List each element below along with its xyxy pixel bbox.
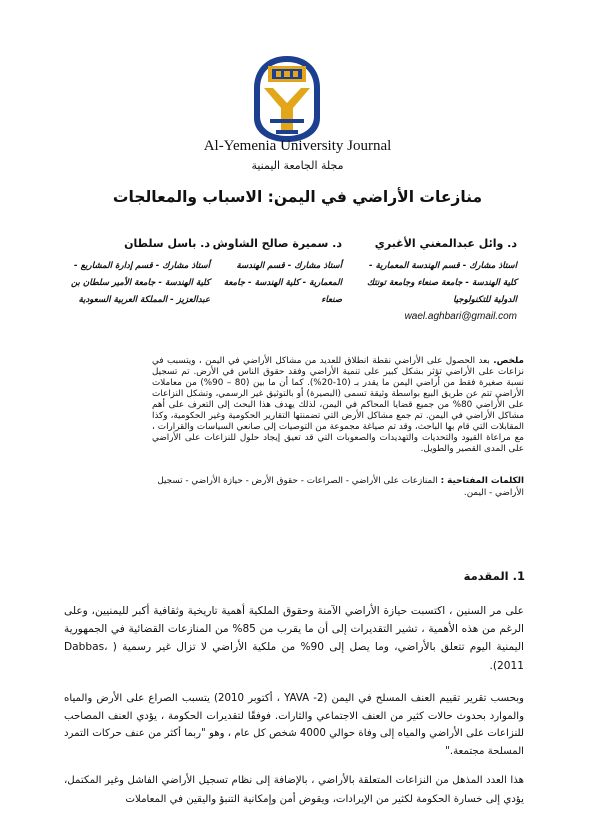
author-affiliation: أستاذ مشارك - قسم إدارة المشاريع - كلية الهندسة - جامعة الأمير سلطان بن عبدالعزيز - المملكة العربية السعودية bbox=[70, 261, 210, 305]
university-logo bbox=[246, 52, 328, 144]
author-block bbox=[212, 237, 342, 309]
author-block bbox=[355, 237, 517, 322]
journal-title-english: Al-Yemenia University Journal bbox=[203, 138, 392, 154]
body-paragraph: على مر السنين ، اكتسبت حيازة الأراضي الآمنة وحقوق الملكية أهمية تاريخية وثقافية أكبر لليمنيين، وعلى الرغم من هذه الأهمية ، تشير التقديرات إلى أن ما يقرب من 85% من المنازعات القضائية في الجمهورية اليمنية اليوم تتعلق بالأراضي، وما يصل إلى 90% من ملكية الأراضي لا تزال غير رسمية ( Dabbas، 2011). bbox=[64, 605, 524, 672]
abstract-label: ملخص. bbox=[493, 356, 525, 366]
abstract-text: بعد الحصول على الأراضي نقطة انطلاق للعديد من مشاكل الأراضي في اليمن ، ويتسبب في نزاعات على الأراضي تؤثر بشكل كبير على تنمية الأراضي وفقد حقوق الناس في الأرض. تم تسجيل نسبة صغيرة فقط من أراضي اليمن ما يقدر بـ (10-20%). كما أن ما بين (80 – 90%) من معاملات الأراضي تتم عن طريق البيع بواسطة وثيقة تسمى (البصيرة) أو بالتوثيق غير الرسمي، وتشكل النزاعات على الأراضي 80% من جميع قضايا المحاكم في اليمن، لذلك يهدف هذا البحث إلى التعرف على أهم مشاكل الأراضي في اليمن. تم جمع مشاكل الأرض التي تضمنتها التقارير الحكومية وغير الحكومية، وكذا المقابلات التي قام بها الباحث، وقد تم صياغة مجموعة من التوصيات إلى صانعي السياسات والقرارات ، مع مراعاة القيود والتحديات والتهديدات والصعوبات التي قد تعيق إيجاد حلول للنزاعات على الأراضي على المدى القصير والطويل. bbox=[152, 356, 524, 454]
paper-title: منازعات الأراضي في اليمن: الاسباب والمعالجات bbox=[112, 188, 483, 206]
author-email[interactable]: wael.aghbari@gmail.com bbox=[404, 311, 517, 322]
author-affiliation: استاذ مشارك - قسم الهندسة المعمارية - كلية الهندسة - جامعة صنعاء وجامعة تونتك الدولية للتكنولوجيا bbox=[366, 261, 517, 305]
section-heading: 1. المقدمة bbox=[463, 569, 525, 583]
keywords bbox=[152, 475, 524, 499]
abstract bbox=[152, 356, 524, 455]
body-paragraph: وبحسب تقرير تقييم العنف المسلح في اليمن (2- YAVA ، أكتوبر 2010) يتسبب الصراع على الأرض والمياه والموارد بحدوث حالات كثير من العنف الاجتماعي والثارات. فوفقًا لتقديرات الحكومة ، يؤدي العنف المصاحب للنزاعات على الأراضي والمياه إلى وفاة حوالي 4000 شخص كل عام ، وهو "ربما أكثر من عنف حركات التمرد المسلحة مجتمعة." bbox=[64, 693, 524, 757]
author-name: د. وائل عبدالمغني الأغبري bbox=[374, 237, 517, 250]
body-paragraph: هذا العدد المذهل من النزاعات المتعلقة بالأراضي ، بالإضافة إلى نظام تسجيل الأراضي الفاشل وغير المكتمل، يؤدي إلى خسارة الحكومة لكثير من الإيرادات، ويقوض أمن وإمكانية التنبؤ واليقين في المعاملات bbox=[64, 775, 524, 805]
journal-title-arabic: مجلة الجامعة اليمنية bbox=[251, 159, 344, 172]
keywords-label: الكلمات المفتاحية : bbox=[440, 476, 524, 486]
author-name: د. باسل سلطان bbox=[124, 237, 210, 250]
keywords-text: المنازعات على الأراضي - الصراعات - حقوق الأرض - حيازة الأراضي - تسجيل الأراضي - اليمن. bbox=[157, 476, 524, 498]
author-name: د. سميرة صالح الشاوش bbox=[212, 237, 342, 250]
author-block bbox=[64, 237, 210, 309]
author-affiliation: أستاذ مشارك - قسم الهندسة المعمارية - كلية الهندسة - جامعة صنعاء bbox=[223, 261, 342, 305]
university-emblem-icon bbox=[246, 52, 328, 144]
